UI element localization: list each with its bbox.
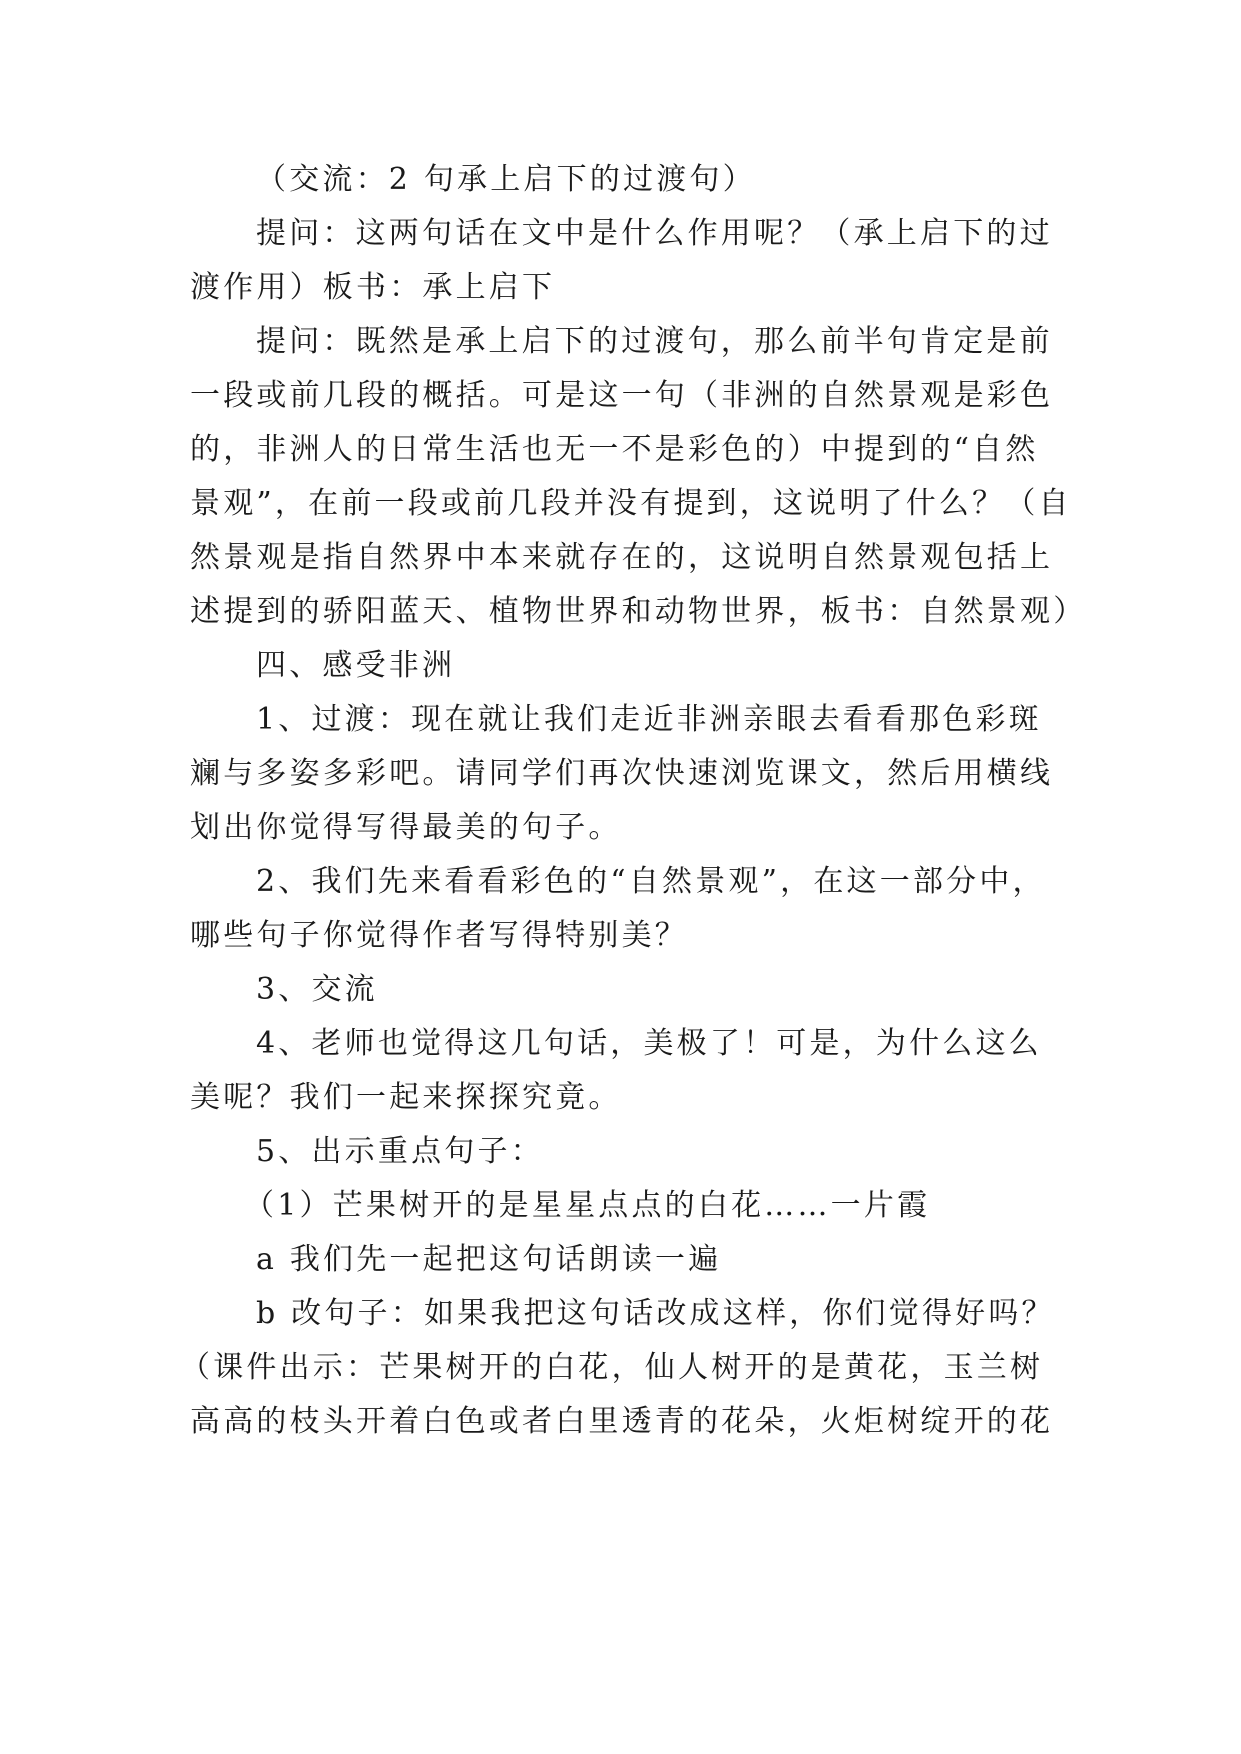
text-line-item-2: 2、我们先来看看彩色的“自然景观”，在这一部分中， xyxy=(256,864,1046,899)
text-line-paragraph: 哪些句子你觉得作者写得特别美？ xyxy=(190,918,688,953)
text-line-item-5: 5、出示重点句子： xyxy=(256,1134,544,1169)
section-heading-feel-africa: 四、感受非洲 xyxy=(256,648,456,683)
text-line-paragraph: 划出你觉得写得最美的句子。 xyxy=(190,810,622,845)
text-line-key-sentence-1: （1）芒果树开的是星星点点的白花……一片霞 xyxy=(244,1188,931,1223)
text-line-item-4: 4、老师也觉得这几句话，美极了！可是，为什么这么 xyxy=(256,1026,1042,1061)
text-line-paragraph: 述提到的骄阳蓝天、植物世界和动物世界，板书：自然景观） xyxy=(190,594,1087,629)
text-line-paragraph: 一段或前几段的概括。可是这一句（非洲的自然景观是彩色 xyxy=(190,378,1054,413)
text-line-paragraph: 美呢？我们一起来探探究竟。 xyxy=(190,1080,622,1115)
text-line-step-a: a 我们先一起把这句话朗读一遍 xyxy=(256,1242,722,1277)
text-line-courseware: （课件出示：芒果树开的白花，仙人树开的是黄花，玉兰树 xyxy=(180,1350,1044,1385)
text-line-paragraph: 高高的枝头开着白色或者白里透青的花朵，火炬树绽开的花 xyxy=(190,1404,1054,1439)
text-line-board-writing-1: 渡作用）板书：承上启下 xyxy=(190,270,556,305)
text-line-discussion: （交流：2 句承上启下的过渡句） xyxy=(256,162,756,197)
text-line-question-1: 提问：这两句话在文中是什么作用呢？（承上启下的过 xyxy=(256,216,1053,251)
text-line-paragraph: 的，非洲人的日常生活也无一不是彩色的）中提到的“自然 xyxy=(190,432,1039,467)
text-line-item-3: 3、交流 xyxy=(256,972,378,1007)
text-line-paragraph: 斓与多姿多彩吧。请同学们再次快速浏览课文，然后用横线 xyxy=(190,756,1054,791)
text-line-item-1: 1、过渡：现在就让我们走近非洲亲眼去看看那色彩斑 xyxy=(256,702,1042,737)
text-line-paragraph: 然景观是指自然界中本来就存在的，这说明自然景观包括上 xyxy=(190,540,1054,575)
text-line-paragraph: 景观”，在前一段或前几段并没有提到，这说明了什么？（自 xyxy=(190,486,1072,521)
text-line-question-2: 提问：既然是承上启下的过渡句，那么前半句肯定是前 xyxy=(256,324,1053,359)
text-line-step-b: b 改句子：如果我把这句话改成这样，你们觉得好吗？ xyxy=(256,1296,1055,1331)
